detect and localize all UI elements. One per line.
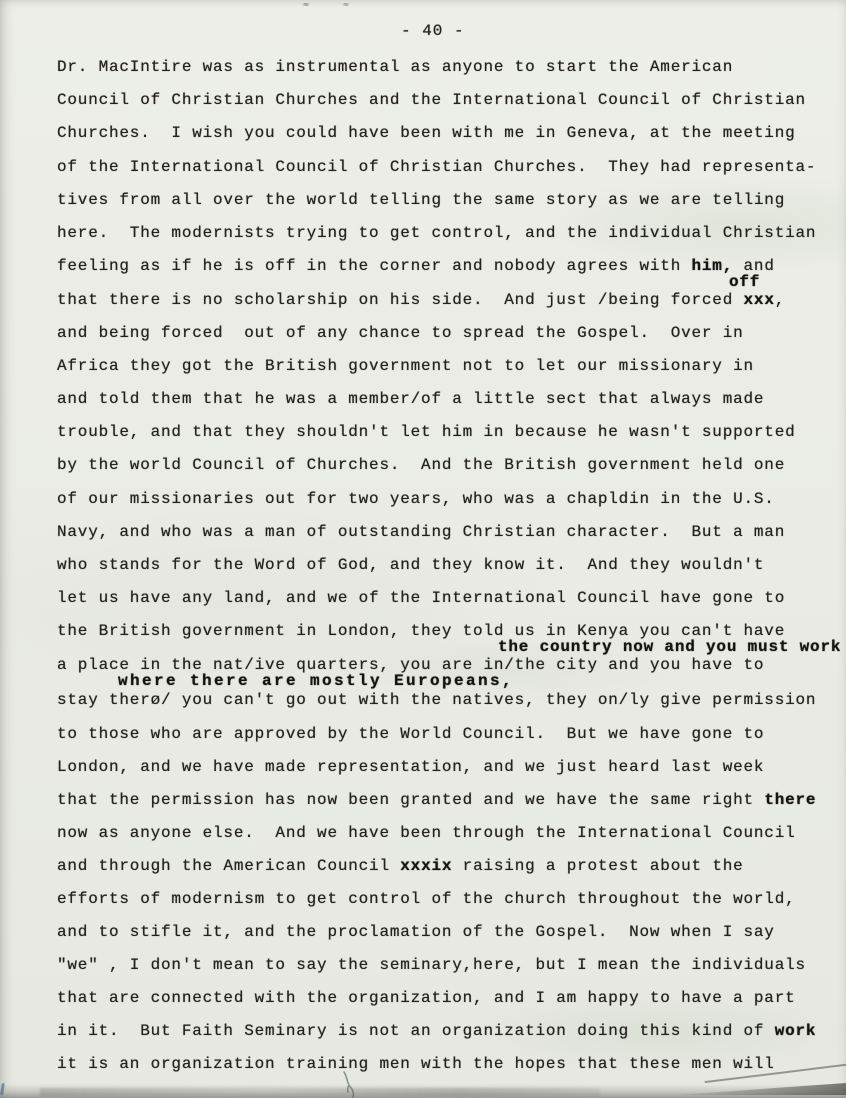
typed-text: trouble, and that they shouldn't let him in because he wasn't supported — [57, 423, 796, 441]
typed-text: by the world Council of Churches. And the British government held one — [57, 456, 786, 474]
typed-text: here. The modernists trying to get control, and the individual Christian — [57, 224, 817, 242]
text-line — [57, 1054, 775, 1074]
typed-text: that there is no scholarship on his side. And just /being forced — [57, 291, 744, 309]
text-line — [57, 588, 785, 608]
typed-text: Dr. MacIntire was as instrumental as anyone to start the American — [57, 58, 734, 76]
typed-text: and being forced out of any chance to spread the Gospel. Over in — [57, 324, 744, 342]
retyped-text: xxx — [743, 291, 775, 309]
typed-text: of the International Council of Christian Churches. They had representa- — [57, 158, 817, 176]
retyped-text: the country now and you must work — [498, 638, 842, 656]
text-line — [57, 889, 796, 909]
text-line — [57, 823, 796, 843]
scan-bottom-smudge — [40, 1088, 600, 1096]
text-line — [57, 790, 816, 810]
crease-mark — [338, 1070, 360, 1098]
typed-text: that the permission has now been granted and we have the same right — [57, 791, 765, 809]
text-line — [57, 856, 744, 876]
text-line — [57, 988, 796, 1008]
typed-text: feeling as if he is off in the corner and nobody agrees with — [57, 257, 692, 275]
typed-text: , — [774, 291, 786, 309]
retyped-text: work — [774, 1022, 817, 1040]
typed-text: Council of Christian Churches and the International Council of Christian — [57, 91, 806, 109]
typed-text: in it. But Faith Seminary is not an organization doing this kind of — [57, 1022, 775, 1040]
typed-text: and through the American Council — [57, 857, 401, 875]
typed-text: now as anyone else. And we have been through the International Council — [57, 824, 796, 842]
text-line — [57, 522, 785, 542]
typed-text: Navy, and who was a man of outstanding Christian character. But a man — [57, 523, 786, 541]
text-line — [57, 422, 796, 442]
text-line — [57, 757, 764, 777]
text-line — [57, 256, 775, 276]
typed-text: stay therø/ you can't go out with the natives, they on/ly give permission — [57, 691, 817, 709]
text-line — [57, 190, 785, 210]
page-number: - 40 - — [401, 22, 465, 40]
text-line — [57, 724, 764, 744]
typed-text: Churches. I wish you could have been with me in Geneva, at the meeting — [57, 124, 796, 142]
text-line — [57, 690, 816, 710]
retyped-text: him, — [691, 257, 734, 275]
scan-smudge — [300, 3, 352, 6]
text-line — [498, 637, 841, 657]
text-line — [57, 389, 764, 409]
typed-text: and told them that he was a member/of a little sect that always made — [57, 390, 765, 408]
text-line — [118, 671, 514, 691]
typed-text: the British government in London, they told us in Kenya you can't have — [57, 622, 786, 640]
typed-text: that are connected with the organization, and I am happy to have a part — [57, 989, 796, 1007]
typed-text: it is an organization training men with the hopes that these men will — [57, 1055, 775, 1073]
text-line — [57, 356, 754, 376]
text-line — [57, 555, 764, 575]
typed-text: let us have any land, and we of the International Council have gone to — [57, 589, 786, 607]
typed-text: London, and we have made representation, and we just heard last week — [57, 758, 765, 776]
typed-text: to those who are approved by the World Council. But we have gone to — [57, 725, 765, 743]
text-line — [57, 123, 796, 143]
text-line — [57, 290, 785, 310]
text-line — [729, 272, 760, 292]
retyped-text: off — [729, 273, 761, 291]
text-line — [57, 455, 785, 475]
typed-text: of our missionaries out for two years, who was a chapldin in the U.S. — [57, 490, 775, 508]
typed-text: Africa they got the British government not to let our missionary in — [57, 357, 754, 375]
text-line — [57, 90, 806, 110]
typed-text: who stands for the Word of God, and they know it. And they wouldn't — [57, 556, 765, 574]
typed-text: efforts of modernism to get control of the church throughout the world, — [57, 890, 796, 908]
text-line — [57, 922, 775, 942]
text-line — [57, 1021, 816, 1041]
text-line — [57, 955, 806, 975]
typed-text: a place in the nat/ive quarters, you are in/the city and you have to — [57, 656, 765, 674]
typed-text: and — [733, 257, 775, 275]
retyped-text: there — [764, 791, 817, 809]
typed-text: "we" , I don't mean to say the seminary,here, but I mean the individuals — [57, 956, 806, 974]
text-line — [57, 323, 744, 343]
text-line — [57, 57, 733, 77]
typed-text: tives from all over the world telling the same story as we are telling — [57, 191, 786, 209]
text-line — [57, 157, 816, 177]
text-line — [57, 223, 816, 243]
typed-text: and to stifle it, and the proclamation of the Gospel. Now when I say — [57, 923, 775, 941]
typed-text: raising a protest about the — [452, 857, 744, 875]
text-line — [57, 489, 775, 509]
retyped-text: where there are mostly Europeans, — [118, 672, 515, 690]
retyped-text: xxxix — [400, 857, 453, 875]
